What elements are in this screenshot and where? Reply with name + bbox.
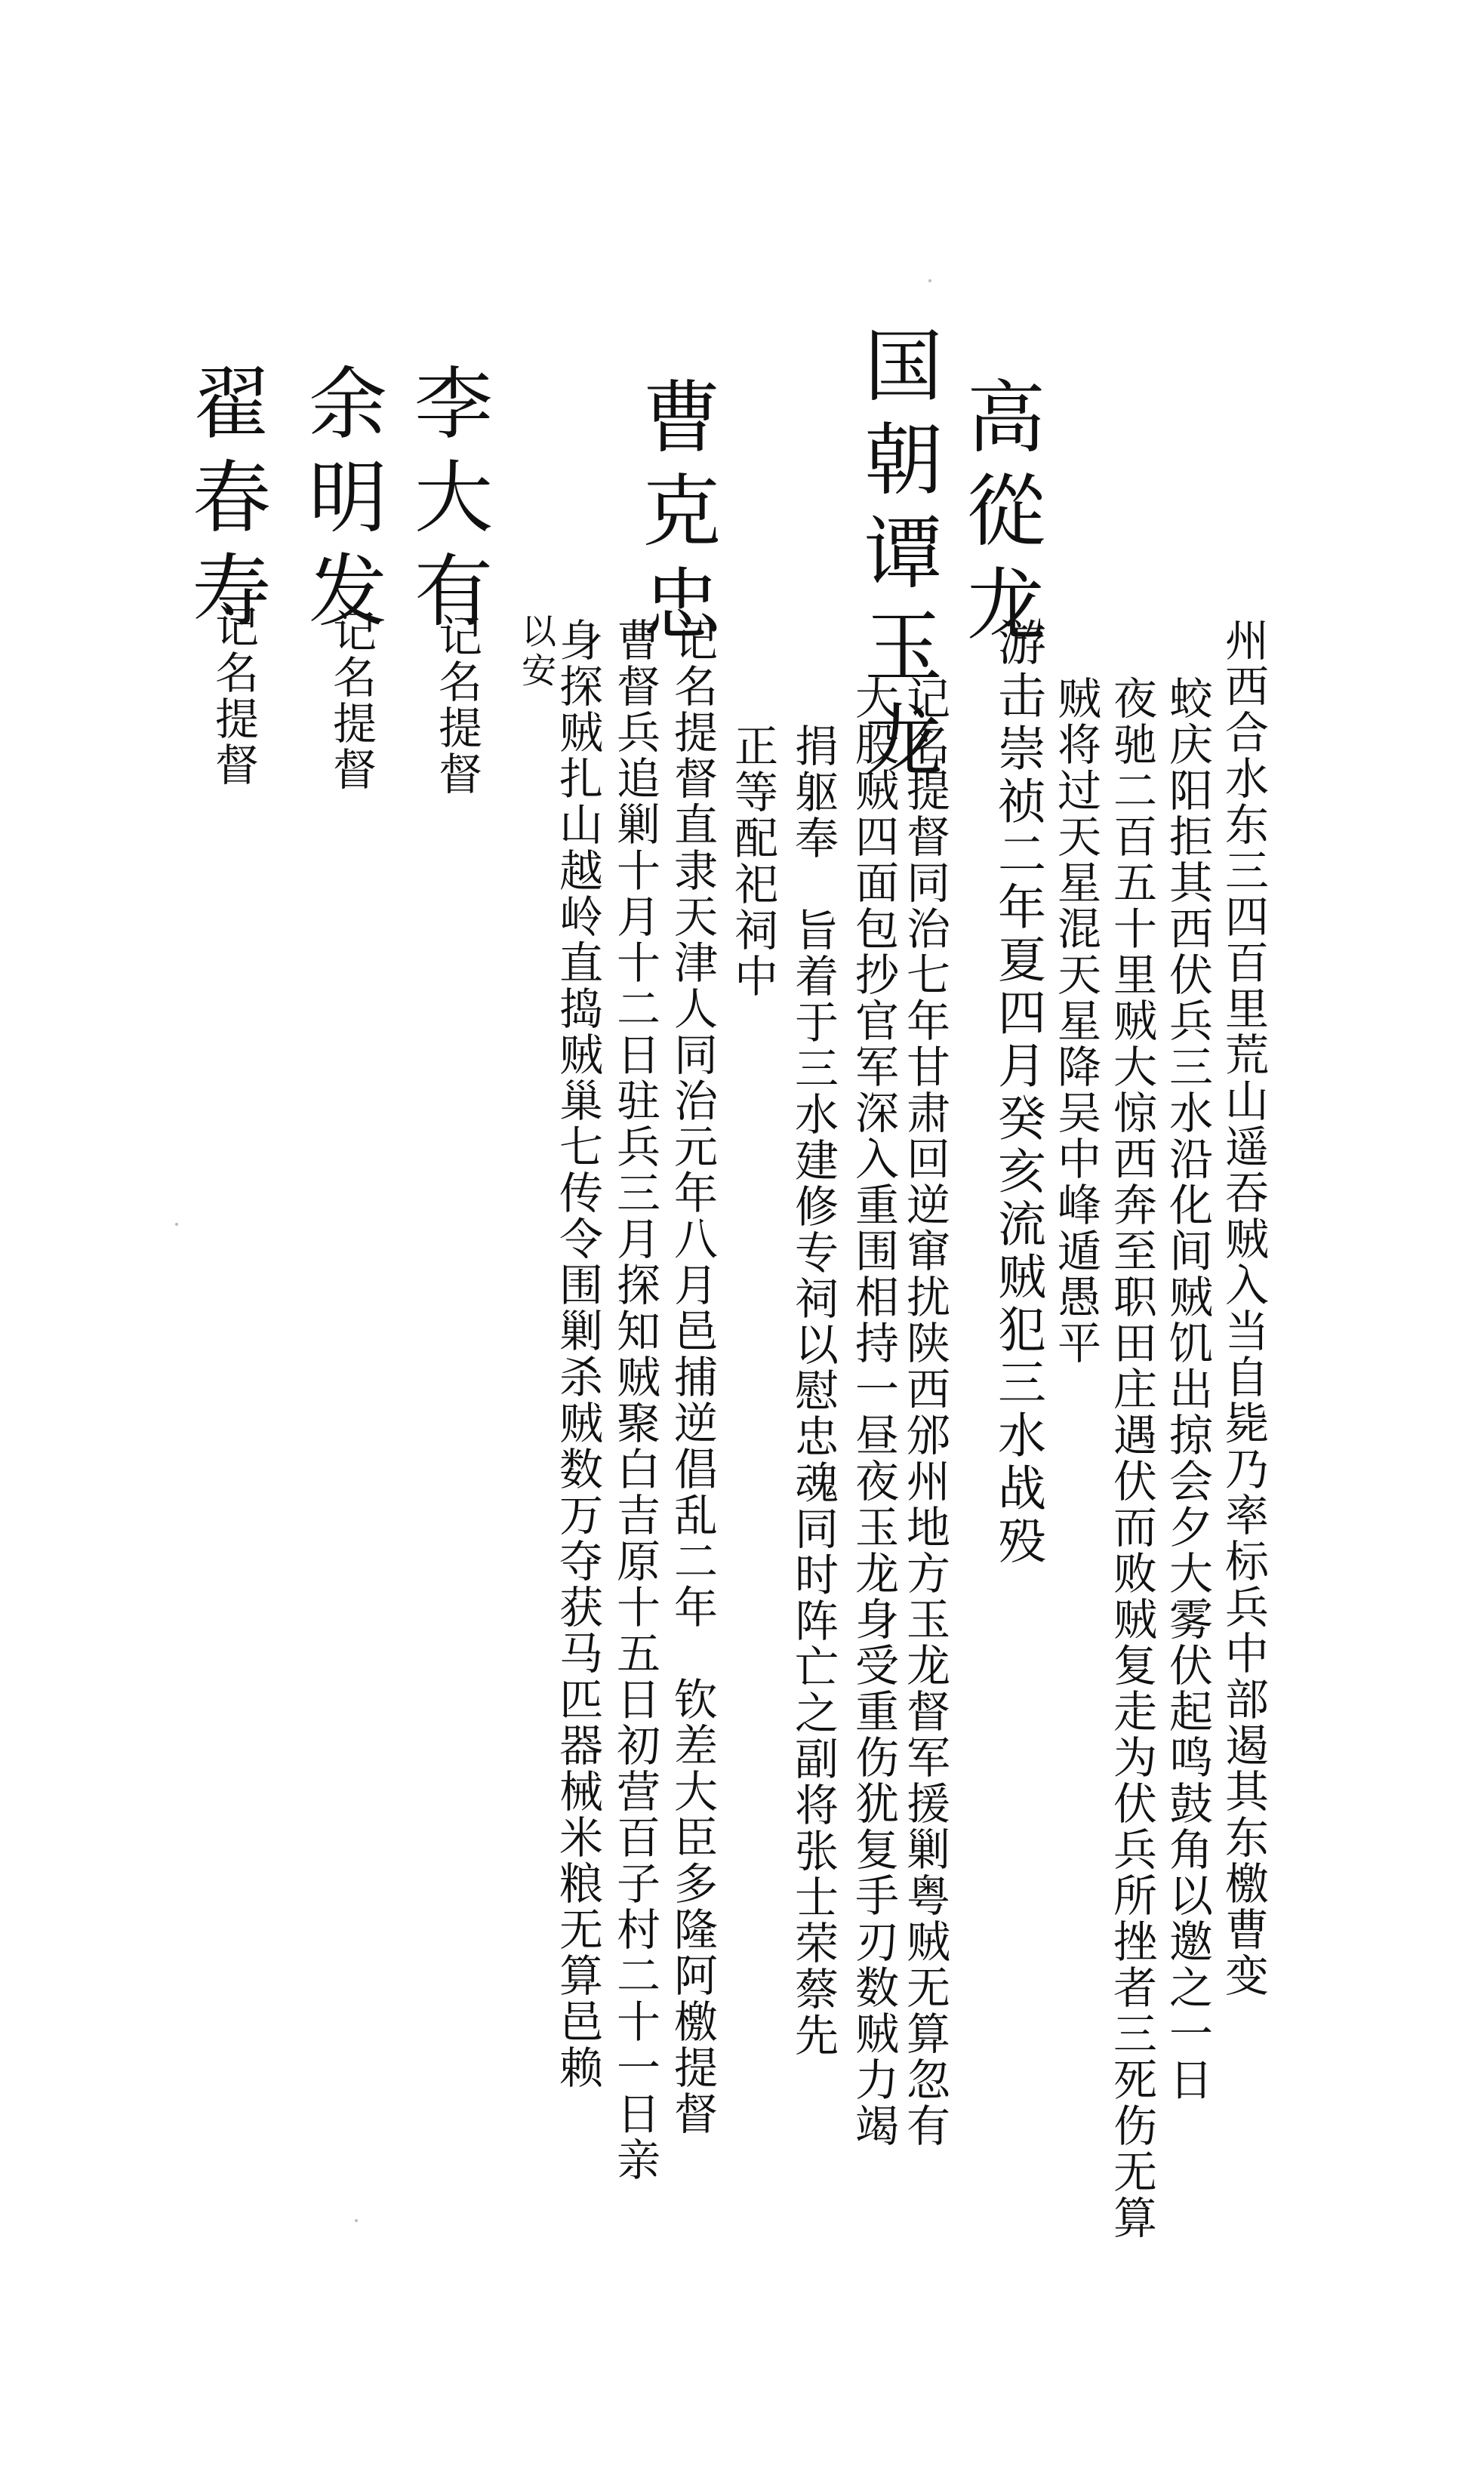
text-column: 曹督兵追剿十月十二日驻兵三月探知贼聚白吉原十五日初营百子村二十一日亲 xyxy=(609,617,660,2183)
title-note: 记名提督 xyxy=(208,604,259,788)
text-column: 夜驰二百五十里贼大惊西奔至职田庄遇伏而败贼复走为伏兵所挫者三死伤无算 xyxy=(1106,676,1157,2241)
text-column: 以安 xyxy=(516,613,557,691)
person-name-heading: 李大有 xyxy=(401,362,493,643)
text-column: 蛟庆阳拒其西伏兵三水沿化间贼饥出掠会夕大雾伏起鸣鼓角以邀之一日 xyxy=(1162,676,1213,2103)
title-note: 记名提督 xyxy=(325,608,377,793)
text-column: 捐躯奉 旨着于三水建修专祠以慰忠魂同时阵亡之副将张士荣蔡先 xyxy=(787,723,839,2058)
scan-speck xyxy=(175,1223,178,1226)
person-name-heading: 曹克忠 xyxy=(629,376,721,657)
person-name-heading: 余明发 xyxy=(295,362,387,643)
text-column: 记名提督直隶天津人同治元年八月邑捕逆倡乱二年 钦差大臣多隆阿檄提督 xyxy=(667,617,718,2137)
title-note: 记名提督 xyxy=(431,613,482,797)
text-column: 大股贼四面包抄官军深入重围相持一昼夜玉龙身受重伤犹复手刃数贼力竭 xyxy=(848,676,899,2149)
scan-speck xyxy=(928,279,931,282)
text-column: 州西合水东三四百里荒山遥吞贼入当自毙乃率标兵中部遏其东檄曹变 xyxy=(1218,617,1269,1999)
text-column: 记名提督同治七年甘肃回逆窜扰陕西邠州地方玉龙督军援剿粤贼无算忽有 xyxy=(899,676,950,2149)
person-name-heading: 高從龙 xyxy=(953,376,1045,657)
scan-speck xyxy=(355,2219,358,2222)
section-heading: 国朝谭玉龙 xyxy=(851,325,943,793)
person-name-heading: 翟春寿 xyxy=(179,362,271,643)
text-column: 游击崇祯二年夏四月癸亥流贼犯三水战殁 xyxy=(990,617,1045,1568)
text-column: 正等配祀祠中 xyxy=(727,723,778,999)
text-column: 贼将过天星混天星降吴中峰遁愚平 xyxy=(1050,676,1101,1366)
text-column: 身探贼扎山越岭直捣贼巢七传令围剿杀贼数万夺获马匹器械米粮无算邑赖 xyxy=(552,617,603,2091)
